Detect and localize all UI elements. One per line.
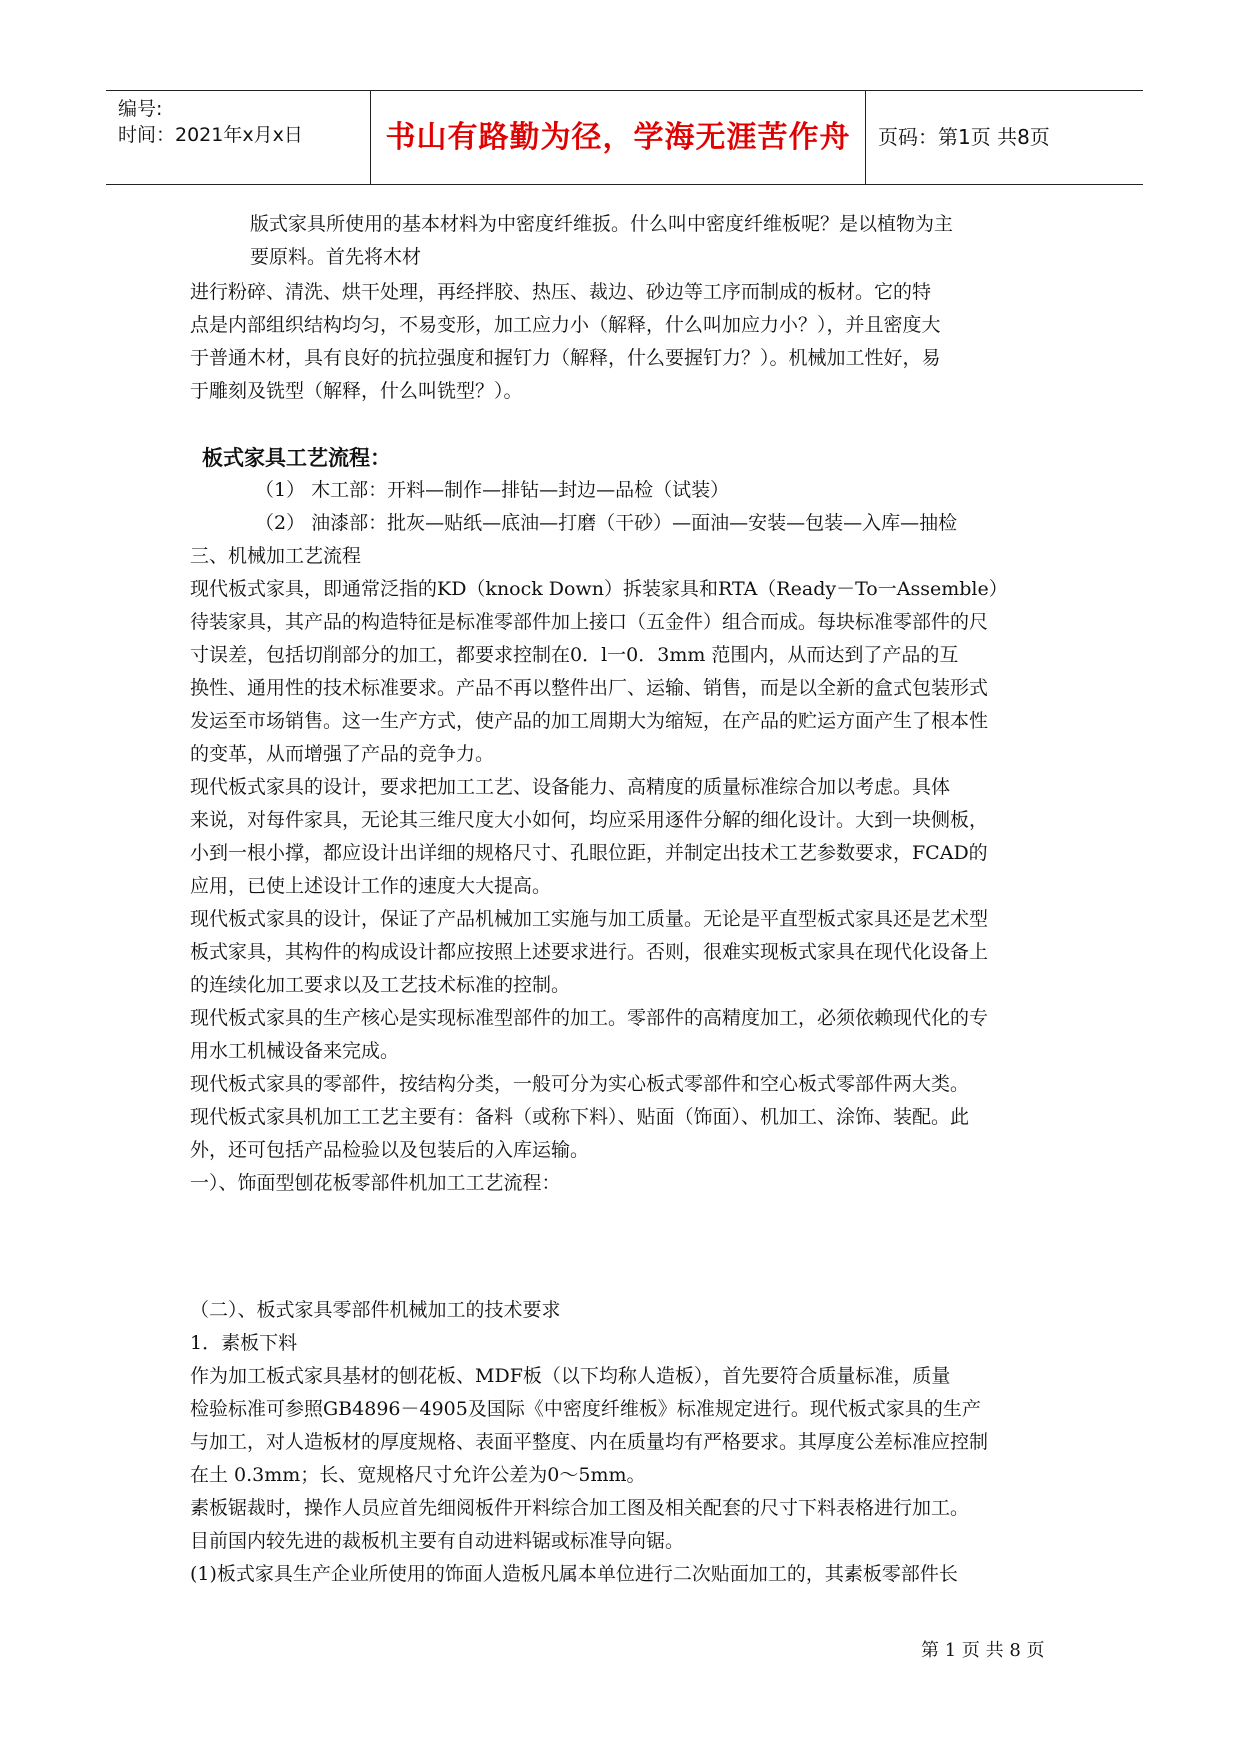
body-line: 应用，已使上述设计工作的速度大大提高。 [190,875,552,897]
body-line: 目前国内较先进的裁板机主要有自动进料锯或标准导向锯。 [190,1530,685,1552]
body-line: 外，还可包括产品检验以及包装后的入库运输。 [190,1139,590,1161]
body-line: 发运至市场销售。这一生产方式，使产品的加工周期大为缩短，在产品的贮运方面产生了根本性 [190,710,989,732]
body-line: 用水工机械设备来完成。 [190,1040,400,1062]
body-line: 1．素板下料 [190,1332,298,1354]
header-motto: 书山有路勤为径，学海无涯苦作舟 [371,91,866,184]
body-line: 小到一根小撑，都应设计出详细的规格尺寸、孔眼位距，并制定出技术工艺参数要求，FCAD的 [190,842,988,864]
body-line: 现代板式家具的设计，要求把加工工艺、设备能力、高精度的质量标准综合加以考虑。具体 [190,776,951,798]
number-label: 编号: [118,98,163,120]
body-line: 板式家具，其构件的构成设计都应按照上述要求进行。否则，很难实现板式家具在现代化设备上 [190,941,989,963]
body-line: （2） 油漆部：批灰—贴纸—底油—打磨（干砂）—面油—安装—包装—入库—抽检 [255,512,958,534]
body-line: (1)板式家具生产企业所使用的饰面人造板凡属本单位进行二次贴面加工的，其素板零部件长 [190,1563,958,1585]
page-header [106,90,1143,185]
body-line: 寸误差，包括切削部分的加工，都要求控制在0．l一0．3mm 范围内，从而达到了产品的互 [190,644,959,666]
body-line: 现代板式家具的生产核心是实现标准型部件的加工。零部件的高精度加工，必须依赖现代化的专 [190,1007,989,1029]
body-line: 版式家具所使用的基本材料为中密度纤维扳。什么叫中密度纤维板呢？是以植物为主 [250,213,954,235]
body-line: 来说，对每件家具，无论其三维尺度大小如何，均应采用逐件分解的细化设计。大到一块侧板， [190,809,989,831]
body-line: 与加工，对人造板材的厚度规格、表面平整度、内在质量均有严格要求。其厚度公差标准应控制 [190,1431,989,1453]
body-line: 素板锯裁时，操作人员应首先细阅板件开料综合加工图及相关配套的尺寸下料表格进行加工。 [190,1497,970,1519]
body-line: 在土 0.3mm；长、宽规格尺寸允许公差为0～5mm。 [190,1464,646,1486]
body-line: 进行粉碎、清洗、烘干处理，再经拌胶、热压、裁边、砂边等工序而制成的板材。它的特 [190,281,932,303]
body-line: 于雕刻及铣型（解释，什么叫铣型？）。 [190,380,523,402]
body-line: 的连续化加工要求以及工艺技术标准的控制。 [190,974,571,996]
body-line: 作为加工板式家具基材的刨花板、MDF板（以下均称人造板），首先要符合质量标准，质量 [190,1365,951,1387]
section-heading: 板式家具工艺流程： [202,446,391,470]
header-page-label: 页码：第1页 共8页 [878,125,1050,149]
body-line: 换性、通用性的技术标准要求。产品不再以整件出厂、运输、销售，而是以全新的盒式包装形式 [190,677,989,699]
body-line: 现代板式家具的设计，保证了产品机械加工实施与加工质量。无论是平直型板式家具还是艺术型 [190,908,989,930]
body-line: 检验标准可参照GB4896－4905及国际《中密度纤维板》标准规定进行。现代板式家具的生产 [190,1398,981,1420]
body-line: 三、机械加工艺流程 [190,545,362,567]
body-line: 现代板式家具，即通常泛指的KD（knock Down）拆装家具和RTA（Ready－To一Assemble） [190,578,1008,600]
body-line: （1） 木工部：开料—制作—排钻—封边—品检（试装） [255,479,730,501]
body-line: 现代板式家具的零部件，按结构分类，一般可分为实心板式零部件和空心板式零部件两大类。 [190,1073,970,1095]
body-line: 点是内部组织结构均匀，不易变形，加工应力小（解释，什么叫加应力小？），并且密度大 [190,314,941,336]
body-line: （二）、板式家具零部件机械加工的技术要求 [190,1299,561,1321]
body-line: 的变革，从而增强了产品的竞争力。 [190,743,495,765]
body-line: 要原料。首先将木材 [250,246,422,268]
body-line: 现代板式家具机加工工艺主要有：备料（或称下料）、贴面（饰面）、机加工、涂饰、装配。此 [190,1106,970,1128]
page-footer: 第 1 页 共 8 页 [921,1640,1045,1661]
header-info-cell [106,91,371,184]
body-line: 一）、饰面型刨花板零部件机加工工艺流程： [190,1172,561,1194]
body-line: 于普通木材，具有良好的抗拉强度和握钉力（解释，什么要握钉力？）。机械加工性好，易 [190,347,941,369]
time-label: 时间：2021年x月x日 [118,124,303,146]
body-line: 待装家具，其产品的构造特征是标准零部件加上接口（五金件）组合而成。每块标准零部件的尺 [190,611,989,633]
